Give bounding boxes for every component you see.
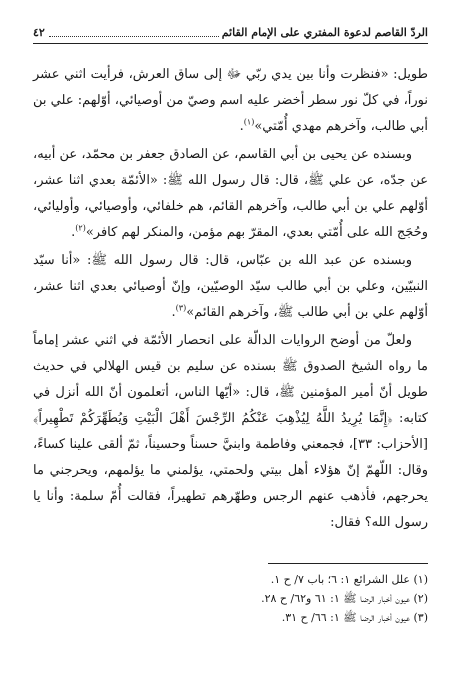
header-leader-dots <box>49 36 219 37</box>
header-rule <box>33 43 428 44</box>
paragraph-3: وبسنده عن عبد الله بن عبّاس، قال: قال رسول الله ﷺ: «أنا سيّد النبيّين، وعلي بن أبي طالب سيّد الوصيّين، وإنّ أوصيائي بعدي اثنا عشر، أوّلهم علي بن أبي طالب ﷺ، وآخرهم القائم»$^{(٣)}$. <box>33 253 428 320</box>
footnote-marker-2: (٢) <box>75 223 86 233</box>
page-header <box>33 18 428 40</box>
main-text <box>33 62 428 538</box>
footnote-rule <box>268 563 428 564</box>
paragraph-1-text: طويل: «فنظرت وأنا بين يدي ربّي ﷻ إلى ساق العرش، فرأيت اثني عشر نوراً، في كلّ نور سطر أخضر عليه اسم وصيّ من أوصيائي، أوّلهم: علي بن أبي طالب، وآخرهم مهدي أُمّتي» <box>33 67 428 134</box>
paragraph-3-text: وبسنده عن عبد الله بن عبّاس، قال: قال رسول الله ﷺ: «أنا سيّد النبيّين، وعلي بن أبي طالب سيّد الوصيّين، وإنّ أوصيائي بعدي اثنا عشر، أوّلهم علي بن أبي طالب ﷺ، وآخرهم القائم» <box>33 253 428 320</box>
footnote-3: (٣) عيون أخبار الرضا ﷺ ١: ٦٦/ ح ٣١. <box>281 611 428 624</box>
page-number: ٤٢ <box>33 26 45 39</box>
running-title: الردّ القاصم لدعوة المفتري على الإمام القائم <box>221 26 428 39</box>
paragraph-4 <box>33 328 428 536</box>
paragraph-2: وبسنده عن يحيى بن أبي القاسم، عن الصادق جعفر بن محمّد، عن أبيه، عن جدّه، عن علي ﷺ، قال: قال رسول الله ﷺ: «الأئمّة بعدي اثنا عشر، أوّلهم علي بن أبي طالب، وآخرهم القائم، هم خلفائي، وأوصيائي، وأوليائي، وحُجَج الله على أُمّتي بعدي، المقرّ بهم مؤمن، والمنكر لهم كافر»$^{(٢)}$. <box>33 147 428 240</box>
paragraph-2-text: وبسنده عن يحيى بن أبي القاسم، عن الصادق جعفر بن محمّد، عن أبيه، عن جدّه، عن علي ﷺ، قال: قال رسول الله ﷺ: «الأئمّة بعدي اثنا عشر، أوّلهم علي بن أبي طالب، وآخرهم القائم، هم خلفائي، وأوصيائي، وأوليائي، وحُجَج الله على أُمّتي بعدي، المقرّ بهم مؤمن، والمنكر لهم كافر» <box>33 147 428 240</box>
paragraph-4-text: ولعلّ من أوضح الروايات الدالّة على انحصار الأئمّة في اثني عشر إماماً ما رواه الشيخ الصدوق ﷺ بسنده عن سليم بن قيس الهلالي في حديث طويل أنّ أمير المؤمنين ﷺ، قال: «أيّها الناس، أتعلمون أنّ الله أنزل في كتابه: ﴿إِنَّمَا يُرِيدُ اللَّهُ لِيُذْهِبَ عَنْكُمُ الرِّجْسَ أَهْلَ الْبَيْتِ وَيُطَهِّرَكُمْ تَطْهِيراً﴾ [الأحزاب: ٣٣]، فجمعني وفاطمة وابنيَّ حسناً وحسيناً، ثمّ ألقى علينا كساءً، وقال: اللّهمّ إنّ هؤلاء أهل بيتي ولحمتي، يؤلمني ما يؤلمهم، ويحرجني ما يحرجهم، فأذهب عنهم الرجس وطهّرهم تطهيراً، فقالت أُمّ سلمة: وأنا يا رسول الله؟ فقال: <box>33 333 428 530</box>
footnote-marker-1: (١) <box>243 117 255 127</box>
footnotes <box>33 570 428 627</box>
paragraph-1: طويل: «فنظرت وأنا بين يدي ربّي ﷻ إلى ساق العرش، فرأيت اثني عشر نوراً، في كلّ نور سطر أخضر عليه اسم وصيّ من أوصيائي، أوّلهم: علي بن أبي طالب، وآخرهم مهدي أُمّتي»$^{(١)}$. <box>33 67 428 134</box>
footnote-marker-3: (٣) <box>175 303 187 313</box>
footnote-2: (٢) عيون أخبار الرضا ﷺ ١: ٦١ و٦٢/ ح ٢٨. <box>261 592 428 605</box>
footnote-1: (١) علل الشرائع ١: ٦؛ باب ٧/ ح ١. <box>270 573 428 586</box>
